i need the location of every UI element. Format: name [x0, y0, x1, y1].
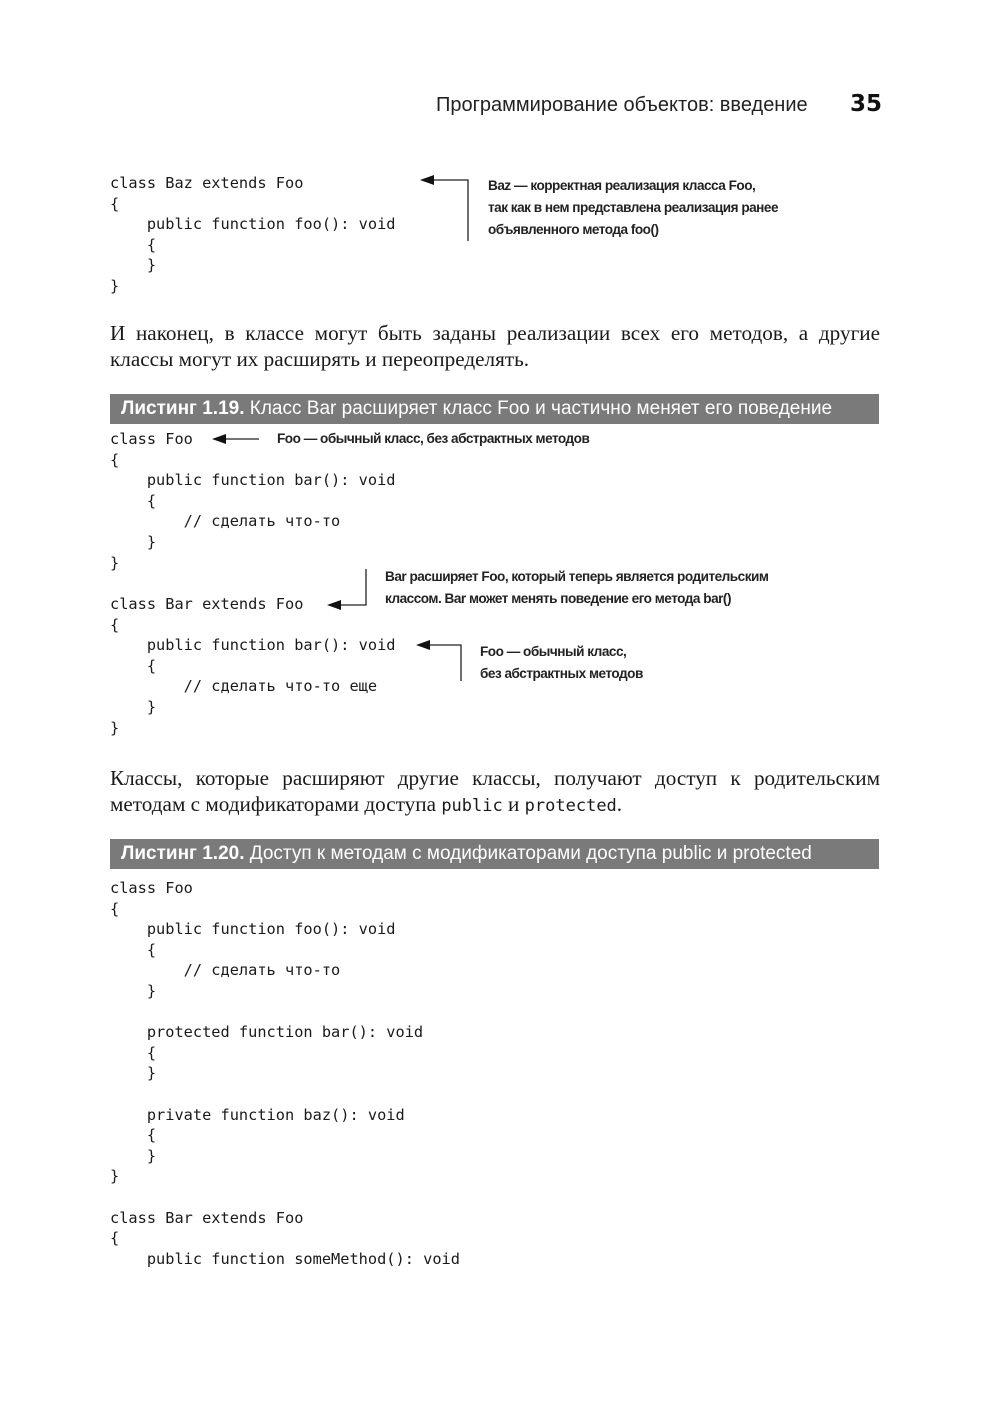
annotation-foo-class: Foo — обычный класс, без абстрактных методов: [277, 431, 590, 446]
paragraph-2-text-a: Классы, которые расширяют другие классы, получают доступ к родительским методам с модификаторами доступа: [110, 766, 880, 816]
inline-code-public: public: [441, 796, 503, 816]
annotation-bar-extends-line-1: Bar расширяет Foo, который теперь является родительским: [385, 569, 769, 584]
callout-arrow-foo-regular: [425, 645, 461, 681]
callout-arrow-bar-extends: [337, 569, 366, 605]
annotation-baz-line-3: объявленного метода foo(): [488, 222, 659, 237]
callout-arrow-baz: [430, 180, 468, 241]
arrowhead-foo-class: [212, 434, 226, 444]
arrowhead-baz: [420, 175, 434, 185]
annotation-baz-line-1: Baz — корректная реализация класса Foo,: [488, 178, 756, 193]
inline-code-protected: protected: [524, 796, 617, 816]
annotation-bar-extends-line-2: классом. Bar может менять поведение его метода bar(): [385, 591, 731, 606]
page-number: 35: [850, 91, 883, 117]
code-block-baz: class Baz extends Foo { public function foo(): void { } }: [110, 174, 396, 295]
listing-caption-text: Доступ к методам с модификаторами доступа public и protected: [244, 843, 812, 864]
listing-number: Листинг 1.19.: [121, 398, 245, 419]
paragraph-2-text-b: и: [502, 792, 525, 816]
paragraph-2-text-c: .: [616, 792, 623, 816]
annotation-foo-regular-line-1: Foo — обычный класс,: [480, 644, 627, 659]
code-block-access-modifiers: class Foo { public function foo(): void { // сделать что-то } protected function bar(): void { } private function baz(): void { } } class Bar extends Foo { public function someMethod(): void: [110, 879, 460, 1268]
arrowhead-foo-regular: [416, 640, 430, 650]
body-paragraph-1: И наконец, в классе могут быть заданы реализации всех его методов, а другие классы могут их расширять и переопределять.: [110, 321, 880, 371]
listing-caption-text: Класс Bar расширяет класс Foo и частично меняет его поведение: [244, 398, 833, 419]
arrowhead-bar-extends: [327, 600, 341, 610]
listing-number: Листинг 1.20.: [121, 843, 245, 864]
code-block-bar: class Bar extends Foo { public function bar(): void { // сделать что-то еще } }: [110, 595, 396, 737]
annotation-foo-regular-line-2: без абстрактных методов: [480, 666, 643, 681]
code-block-foo: class Foo { public function bar(): void { // сделать что-то } }: [110, 430, 396, 572]
running-header-title: Программирование объектов: введение: [436, 94, 808, 116]
annotation-baz-line-2: так как в нем представлена реализация ранее: [488, 200, 779, 215]
